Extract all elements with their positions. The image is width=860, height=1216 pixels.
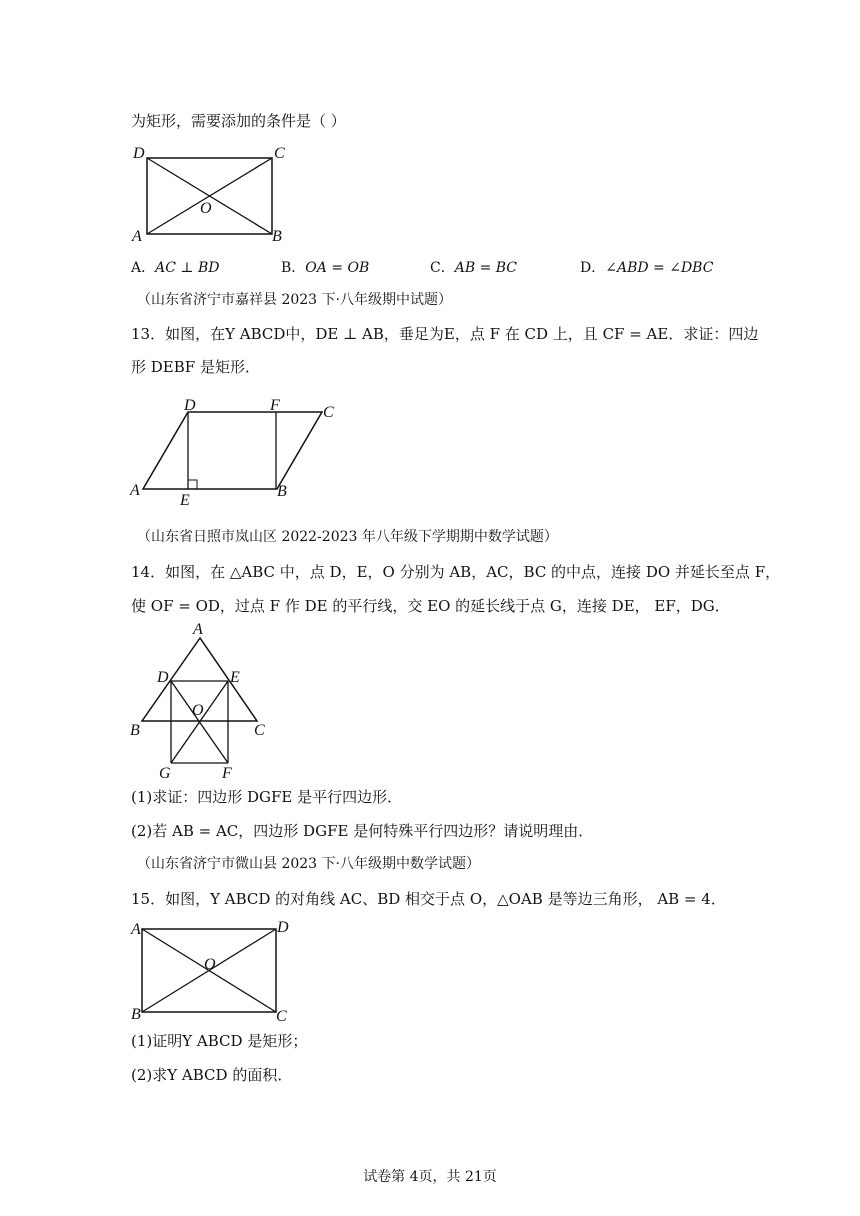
q14-part2: (2)若 AB = AC，四边形 DGFE 是何特殊平行四边形？请说明理由． — [131, 822, 594, 840]
page-footer: 试卷第 4页，共 21页 — [363, 1169, 497, 1185]
q12-option-a-expr: AC ⊥ BD — [155, 260, 220, 276]
q13-source: （山东省济宁市嘉祥县 2023 下·八年级期中试题） — [137, 292, 452, 308]
q15-source: （山东省济宁市微山县 2023 下·八年级期中数学试题） — [137, 856, 480, 872]
q14-line1: 14．如图，在 △ABC 中，点 D，E，O 分别为 AB，AC，BC 的中点，连接 DO 并延长至点 F， — [131, 563, 781, 581]
q12-label-c: C — [274, 145, 285, 162]
q12-label-o: O — [200, 200, 212, 217]
q14-label-f: F — [222, 765, 232, 782]
q15-line1: 15．如图，Y ABCD 的对角线 AC、BD 相交于点 O，△OAB 是等边三角形， AB = 4． — [131, 890, 726, 908]
q13-figure — [126, 395, 366, 510]
q12-label-b: B — [272, 228, 282, 245]
q12-option-b-letter: B． — [281, 260, 306, 276]
q12-option-d[interactable] — [580, 258, 713, 278]
q14-source: （山东省日照市岚山区 2022-2023 年八年级下学期期中数学试题） — [137, 529, 558, 545]
q13-line1: 13．如图，在Y ABCD中，DE ⊥ AB，垂足为E，点 F 在 CD 上，且 CF = AE．求证：四边 — [131, 325, 759, 343]
q12-figure — [126, 140, 326, 250]
q12-label-a: A — [132, 228, 142, 245]
q13-label-d: D — [184, 397, 196, 414]
q12-option-d-letter: D． — [580, 260, 606, 276]
q12-label-d: D — [133, 145, 145, 162]
q14-label-c: C — [254, 722, 265, 739]
q14-figure — [126, 618, 286, 783]
q15-figure — [126, 914, 326, 1024]
q13-line2: 形 DEBF 是矩形． — [131, 358, 260, 376]
q15-label-b: B — [131, 1006, 141, 1023]
q15-label-d: D — [277, 919, 289, 936]
q12-option-b[interactable] — [281, 258, 369, 278]
q15-part2: (2)求Y ABCD 的面积． — [131, 1066, 293, 1084]
q14-line2: 使 OF = OD，过点 F 作 DE 的平行线，交 EO 的延长线于点 G，连接 DE， EF，DG． — [131, 597, 730, 615]
q13-label-a: A — [130, 482, 140, 499]
q13-label-c: C — [323, 404, 334, 421]
q14-part1: (1)求证：四边形 DGFE 是平行四边形． — [131, 788, 403, 806]
q14-label-a: A — [193, 621, 203, 638]
q12-option-a[interactable] — [131, 258, 220, 278]
q14-label-b: B — [130, 722, 140, 739]
q12-option-d-expr: ∠ABD = ∠DBC — [605, 260, 714, 276]
q14-label-d: D — [157, 669, 169, 686]
q15-part1: (1)证明Y ABCD 是矩形； — [131, 1032, 308, 1050]
q15-label-c: C — [276, 1008, 287, 1025]
q15-label-o: O — [204, 956, 216, 973]
q14-label-g: G — [159, 765, 171, 782]
q14-label-e: E — [230, 669, 240, 686]
q12-stem-tail: 为矩形，需要添加的条件是（ ） — [131, 112, 346, 130]
q12-option-c-expr: AB = BC — [454, 260, 518, 276]
q12-option-c[interactable] — [430, 258, 517, 278]
q12-option-b-expr: OA = OB — [305, 260, 370, 276]
q15-label-a: A — [131, 921, 141, 938]
q13-label-b: B — [277, 483, 287, 500]
q13-label-e: E — [180, 492, 190, 509]
q13-label-f: F — [270, 397, 280, 414]
q12-option-c-letter: C． — [430, 260, 455, 276]
q14-label-o: O — [192, 702, 204, 719]
q12-option-a-letter: A． — [131, 260, 156, 276]
